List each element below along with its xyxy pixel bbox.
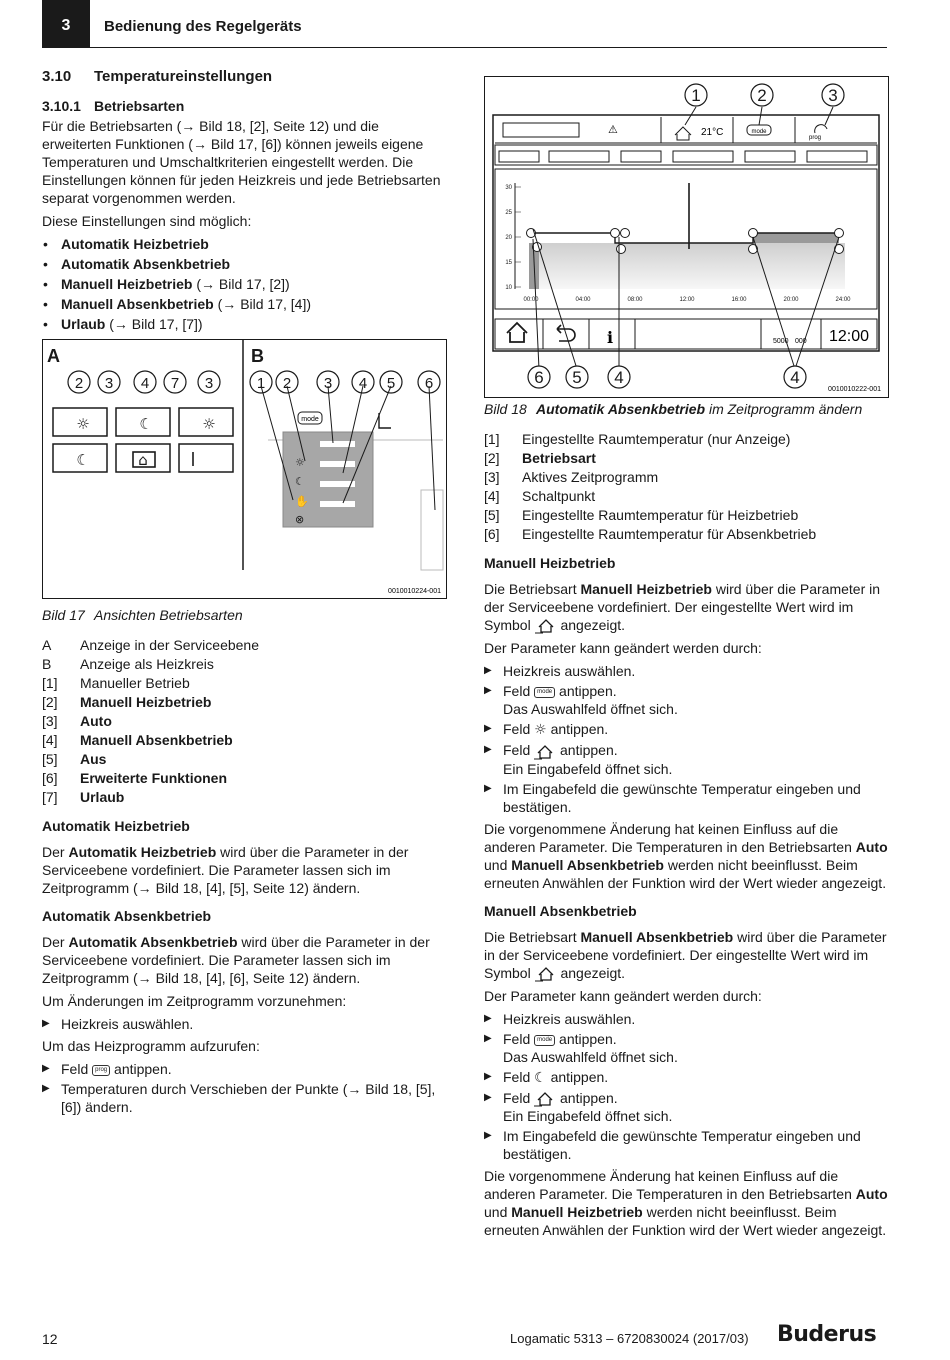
mode-icon: mode xyxy=(534,1035,555,1046)
svg-text:prog: prog xyxy=(809,135,822,141)
svg-text:⊗: ⊗ xyxy=(295,513,305,526)
callout-label: 1 xyxy=(256,375,266,392)
figure-17-drawing xyxy=(43,340,446,598)
house-temp-icon xyxy=(535,618,557,634)
settings-list-item: • Urlaub (→ Bild 17, [7]) xyxy=(42,315,447,333)
intro-paragraph: Für die Betriebsarten (→ Bild 18, [2], Seite 12) und die erweiterten Funktionen (→ Bild 17, [6]) können jeweils eigene Temperaturen und Umschaltkriterien eingestellt werden. Die Einstellungen können für jeden Heizkreis und jede Betriebsarten separat vorgenommen werden. xyxy=(42,118,441,206)
legend-row: [5] Aus xyxy=(42,751,107,767)
manual-heat-steps xyxy=(484,662,889,815)
auto-night-paragraph-3: Um das Heizprogramm aufzurufen: xyxy=(42,1038,260,1054)
x-tick-label: 16:00 xyxy=(731,297,747,303)
settings-list-item: • Automatik Heizbetrieb xyxy=(42,235,447,253)
manual-heat-icon: ☼ xyxy=(76,415,90,433)
callout-label: 4 xyxy=(140,375,150,392)
manual-night-paragraph-2: Der Parameter kann geändert werden durch: xyxy=(484,987,762,1004)
step: ▶ Im Eingabefeld die gewünschte Temperatur eingeben und bestätigen. xyxy=(484,1127,889,1163)
step: ▶ Temperaturen durch Verschieben der Punkte (→ Bild 18, [5], [6]) ändern. xyxy=(42,1080,447,1116)
legend-row: A Anzeige in der Serviceebene xyxy=(42,637,260,653)
svg-text:i: i xyxy=(607,328,614,347)
legend-row: [6] Eingestellte Raumtemperatur für Absenkbetrieb xyxy=(484,526,817,542)
step: ▶ Feld mode antippen. Das Auswahlfeld öffnet sich. xyxy=(484,1030,889,1066)
callout-label: 5 xyxy=(386,375,396,392)
subsection-heading: 3.10.1 Betriebsarten xyxy=(42,98,185,114)
holiday-icon: ⌂ xyxy=(138,451,148,469)
callout-label: 3 xyxy=(104,375,114,392)
legend-row: [5] Eingestellte Raumtemperatur für Heizbetrieb xyxy=(484,507,799,523)
svg-text:☾: ☾ xyxy=(295,475,305,488)
auto-heat-icon: ☼ xyxy=(202,415,216,433)
step: ▶ Feld prog antippen. xyxy=(42,1060,447,1078)
figure-18-legend xyxy=(484,430,816,544)
x-tick-label: 24:00 xyxy=(835,297,851,303)
legend-row: [4] Schaltpunkt xyxy=(484,488,596,504)
x-tick-label: 12:00 xyxy=(679,297,695,303)
auto-night-icon: ☾ xyxy=(76,451,90,469)
step: ▶ Heizkreis auswählen. xyxy=(484,1010,889,1028)
callout-label: 6 xyxy=(424,375,434,392)
panel-b-label: B xyxy=(251,346,264,366)
chapter-number: 3 xyxy=(42,0,90,48)
callout-label: 1 xyxy=(691,86,701,105)
svg-text:mode: mode xyxy=(751,129,767,135)
callout-label: 2 xyxy=(74,375,84,392)
intro-paragraph-2: Diese Einstellungen sind möglich: xyxy=(42,213,252,229)
section-heading: 3.10 Temperatureinstellungen xyxy=(42,68,273,85)
manual-heat-paragraph-2: Der Parameter kann geändert werden durch: xyxy=(484,640,762,657)
x-tick-label: 04:00 xyxy=(575,297,591,303)
figure-18-code: 0010010222-001 xyxy=(828,386,881,393)
document-id: Logamatic 5313 – 6720830024 (2017/03) xyxy=(510,1331,749,1346)
callout-label: 7 xyxy=(170,375,180,392)
manual-night-steps xyxy=(484,1010,889,1163)
manual-night-paragraph: Die Betriebsart Manuell Absenkbetrieb wird über die Parameter in der Serviceebene vordefiniert. Der eingestellte Wert wird im Symbol angezeigt. xyxy=(484,928,887,981)
legend-row: [3] Aktives Zeitprogramm xyxy=(484,469,659,485)
house-temp-icon xyxy=(535,966,557,982)
house-temp-icon xyxy=(534,1091,556,1107)
step: ▶ Im Eingabefeld die gewünschte Temperatur eingeben und bestätigen. xyxy=(484,780,889,816)
auto-night-paragraph-2: Um Änderungen im Zeitprogramm vorzunehmen: xyxy=(42,993,347,1009)
clock-display: 12:00 xyxy=(828,328,870,345)
settings-list-item: • Manuell Absenkbetrieb (→ Bild 17, [4]) xyxy=(42,295,447,313)
manual-heat-paragraph: Die Betriebsart Manuell Heizbetrieb wird über die Parameter in der Serviceebene vordefiniert. Der eingestellte Wert wird im Symbol angezeigt. xyxy=(484,581,881,633)
step: ▶ Heizkreis auswählen. xyxy=(42,1015,447,1033)
manual-night-heading: Manuell Absenkbetrieb xyxy=(484,902,637,919)
mode-icon: mode xyxy=(534,687,555,698)
prog-icon: prog xyxy=(92,1065,110,1076)
manual-night-paragraph-3: Die vorgenommene Änderung hat keinen Einfluss auf die anderen Parameter. Die Temperaturen in den Betriebsarten Auto und Manuell Heizbetrieb werden nicht beeinflusst. Beim erneuten Anwählen der Funktion wird der Wert wieder angezeigt. xyxy=(484,1168,888,1239)
x-tick-label: 00:00 xyxy=(523,297,539,303)
callout-label: 5 xyxy=(572,368,582,387)
callout-label: 6 xyxy=(534,368,544,387)
auto-heat-heading: Automatik Heizbetrieb xyxy=(42,818,190,834)
auto-night-steps-2 xyxy=(42,1060,447,1116)
manual-night-icon: ☾ xyxy=(139,415,153,433)
x-tick-label: 20:00 xyxy=(783,297,799,303)
step: ▶ Feld ☼ antippen. xyxy=(484,720,889,739)
figure-18-drawing xyxy=(485,77,888,397)
svg-text:✋: ✋ xyxy=(295,495,309,508)
panel-a-label: A xyxy=(47,346,60,366)
callout-label: 3 xyxy=(828,86,838,105)
moon-icon: ☾ xyxy=(534,1069,547,1086)
auto-night-heading: Automatik Absenkbetrieb xyxy=(42,908,212,924)
y-tick-label: 25 xyxy=(505,210,512,216)
chapter-title: Bedienung des Regelgeräts xyxy=(104,18,302,35)
callout-label: 4 xyxy=(790,368,800,387)
svg-text:21°C: 21°C xyxy=(701,127,724,138)
svg-text:000: 000 xyxy=(795,338,807,345)
svg-text:mode: mode xyxy=(301,416,319,423)
svg-text:5000: 5000 xyxy=(773,338,789,345)
figure-17 xyxy=(42,339,447,599)
x-tick-label: 08:00 xyxy=(627,297,643,303)
figure-18-caption: Bild 18 Automatik Absenkbetrieb im Zeitprogramm ändern xyxy=(484,401,863,417)
step: ▶ Heizkreis auswählen. xyxy=(484,662,889,680)
legend-row: [3] Auto xyxy=(42,713,112,729)
sun-icon: ☼ xyxy=(534,722,547,739)
settings-list xyxy=(42,235,447,333)
step: ▶ Feld antippen. Ein Eingabefeld öffnet sich. xyxy=(484,741,889,777)
manual-heat-paragraph-3: Die vorgenommene Änderung hat keinen Einfluss auf die anderen Parameter. Die Temperaturen in den Betriebsarten Auto und Manuell Absenkbetrieb werden nicht beeinflusst. Beim erneuten Anwählen der Funktion wird der Wert wieder angezeigt. xyxy=(484,820,888,891)
callout-label: 3 xyxy=(323,375,333,392)
callout-label: 4 xyxy=(358,375,368,392)
legend-row: [7] Urlaub xyxy=(42,789,125,805)
legend-row: [6] Erweiterte Funktionen xyxy=(42,770,228,786)
page-header xyxy=(42,0,887,48)
figure-17-code: 0010010224-001 xyxy=(388,588,441,595)
y-tick-label: 30 xyxy=(505,185,512,191)
callout-label: 3 xyxy=(204,375,214,392)
legend-row: [1] Eingestellte Raumtemperatur (nur Anzeige) xyxy=(484,431,791,447)
legend-row: [4] Manuell Absenkbetrieb xyxy=(42,732,233,748)
auto-heat-paragraph: Der Automatik Heizbetrieb wird über die Parameter in der Serviceebene vordefiniert. Die Parameter lassen sich im Zeitprogramm (→ Bild 18, [4], [5], Seite 12) ändern. xyxy=(42,844,409,896)
page-number: 12 xyxy=(42,1331,58,1347)
settings-list-item: • Manuell Heizbetrieb (→ Bild 17, [2]) xyxy=(42,275,447,293)
settings-list-item: • Automatik Absenkbetrieb xyxy=(42,255,447,273)
step: ▶ Feld antippen. Ein Eingabefeld öffnet sich. xyxy=(484,1089,889,1125)
y-tick-label: 15 xyxy=(505,260,512,266)
figure-17-legend xyxy=(42,636,259,807)
auto-night-paragraph: Der Automatik Absenkbetrieb wird über die Parameter in der Serviceebene vordefiniert. Die Parameter lassen sich im Zeitprogramm (→ Bild 18, [4], [6], Seite 12) ändern. xyxy=(42,934,430,986)
house-temp-icon xyxy=(534,744,556,760)
callout-label: 4 xyxy=(614,368,624,387)
step: ▶ Feld mode antippen. Das Auswahlfeld öffnet sich. xyxy=(484,682,889,718)
step: ▶ Feld ☾ antippen. xyxy=(484,1068,889,1087)
legend-row: [2] Manuell Heizbetrieb xyxy=(42,694,212,710)
figure-18 xyxy=(484,76,889,398)
callout-label: 2 xyxy=(757,86,767,105)
figure-17-caption: Bild 17 Ansichten Betriebsarten xyxy=(42,607,243,623)
brand-logo: Buderus xyxy=(777,1322,877,1347)
y-tick-label: 10 xyxy=(505,285,512,291)
legend-row: [1] Manueller Betrieb xyxy=(42,675,190,691)
legend-row: B Anzeige als Heizkreis xyxy=(42,656,214,672)
svg-text:⚠: ⚠ xyxy=(608,123,618,136)
svg-text:☼: ☼ xyxy=(295,456,305,469)
callout-label: 2 xyxy=(282,375,292,392)
manual-heat-heading: Manuell Heizbetrieb xyxy=(484,555,616,571)
auto-night-steps xyxy=(42,1015,447,1033)
right-column xyxy=(484,76,889,1244)
legend-row: [2] Betriebsart xyxy=(484,450,596,466)
left-column xyxy=(42,66,447,1120)
y-tick-label: 20 xyxy=(505,235,512,241)
